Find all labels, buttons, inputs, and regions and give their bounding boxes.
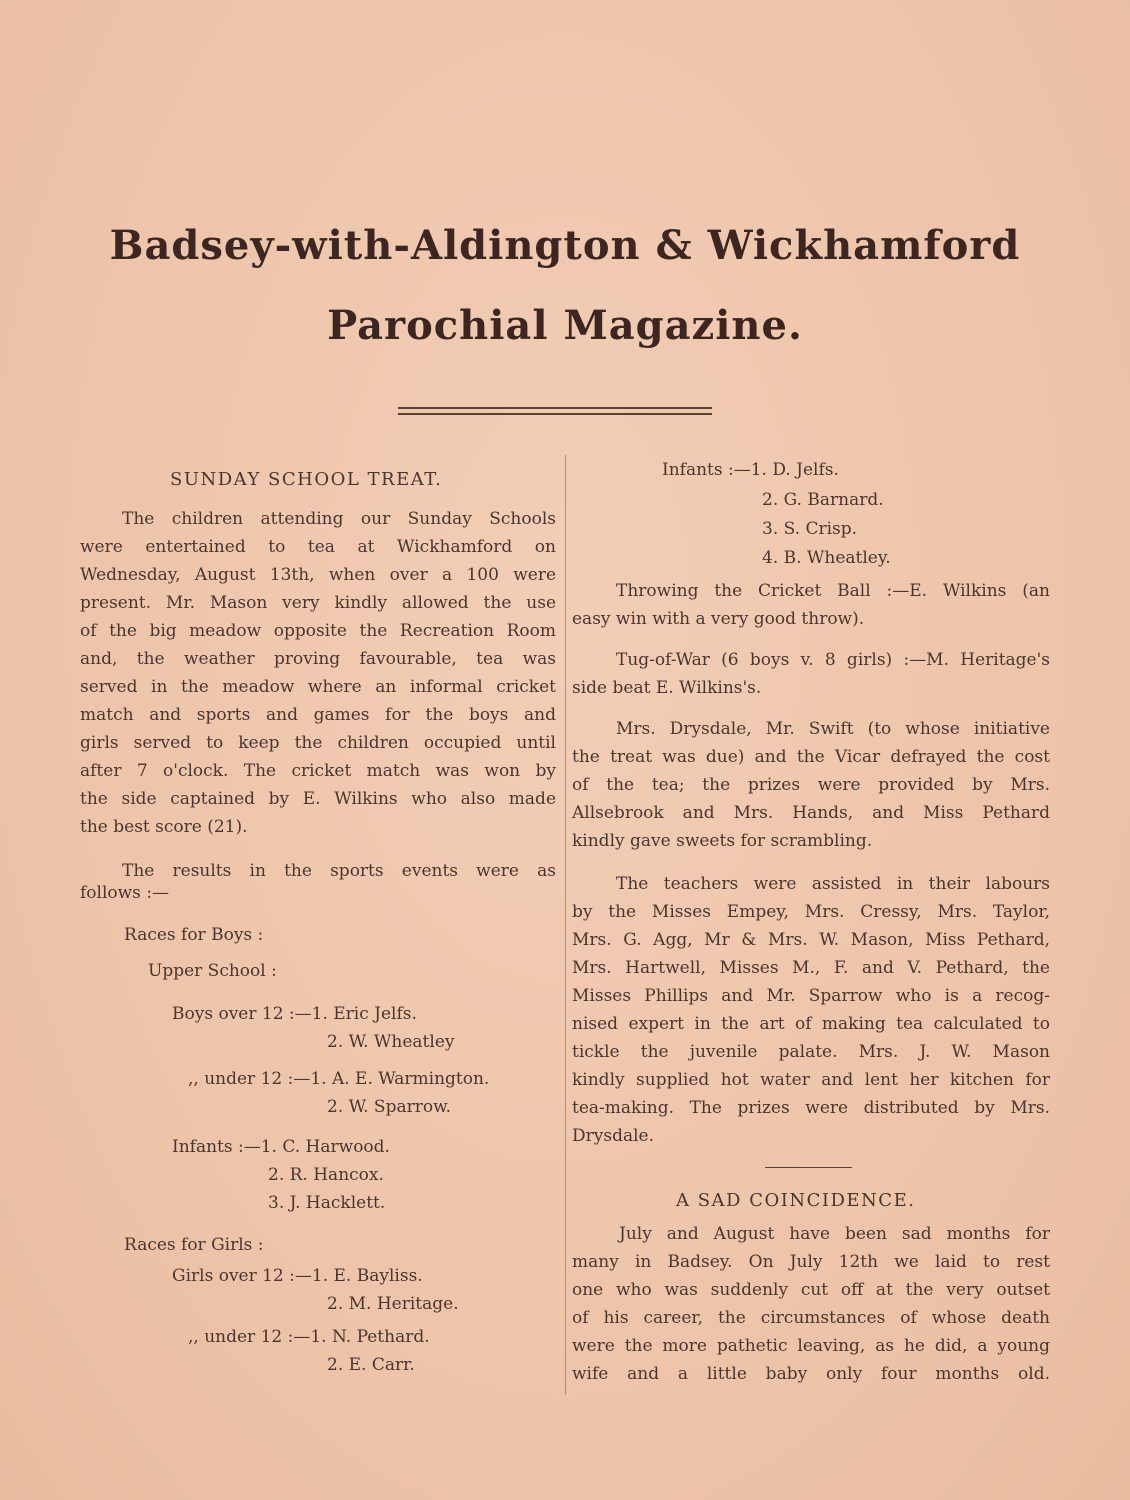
text-line: kindly gave sweets for scrambling. xyxy=(572,831,873,851)
text-line: tickle the juvenile palate. Mrs. J. W. Mason xyxy=(572,1042,1050,1062)
text-line: The results in the sports events were as xyxy=(122,861,556,881)
heading-sunday-school-treat: SUNDAY SCHOOL TREAT. xyxy=(170,469,443,490)
text-line: side beat E. Wilkins's. xyxy=(572,678,762,698)
result-girls-under-12-second: 2. E. Carr. xyxy=(327,1355,415,1375)
text-line: the treat was due) and the Vicar defrayed the cost xyxy=(572,747,1050,767)
result-boys-over-12-second: 2. W. Wheatley xyxy=(327,1032,455,1052)
text-line: Allsebrook and Mrs. Hands, and Miss Pethard xyxy=(572,803,1050,823)
text-line: The teachers were assisted in their labours xyxy=(616,874,1050,894)
result-infants-boys-first: Infants :—1. C. Harwood. xyxy=(172,1137,390,1157)
text-line: by the Misses Empey, Mrs. Cressy, Mrs. Taylor, xyxy=(572,902,1050,922)
result-infants-girls-second: 2. G. Barnard. xyxy=(762,490,884,510)
result-girls-over-12-second: 2. M. Heritage. xyxy=(327,1294,459,1314)
text-line: girls served to keep the children occupied until xyxy=(80,733,556,753)
text-line: nised expert in the art of making tea calculated to xyxy=(572,1014,1050,1034)
text-line: the side captained by E. Wilkins who also made xyxy=(80,789,556,809)
text-line: Drysdale. xyxy=(572,1126,655,1146)
text-line: one who was suddenly cut off at the very outset xyxy=(572,1280,1050,1300)
text-line: after 7 o'clock. The cricket match was won by xyxy=(80,761,556,781)
text-line: Mrs. Drysdale, Mr. Swift (to whose initiative xyxy=(616,719,1050,739)
label-upper-school: Upper School : xyxy=(148,961,277,981)
result-girls-under-12: ,, under 12 :—1. N. Pethard. xyxy=(188,1327,430,1347)
masthead-rule-bottom xyxy=(398,413,712,415)
result-boys-over-12: Boys over 12 :—1. Eric Jelfs. xyxy=(172,1004,417,1024)
text-line: the best score (21). xyxy=(80,817,248,837)
label-races-boys: Races for Boys : xyxy=(124,925,264,945)
heading-sad-coincidence: A SAD COINCIDENCE. xyxy=(676,1190,916,1211)
result-infants-boys-third: 3. J. Hacklett. xyxy=(268,1193,386,1213)
masthead-line-2: Parochial Magazine. xyxy=(327,302,803,349)
text-line: served in the meadow where an informal cricket xyxy=(80,677,556,697)
text-line: Mrs. G. Agg, Mr & Mrs. W. Mason, Miss Pethard, xyxy=(572,930,1050,950)
text-line: present. Mr. Mason very kindly allowed the use xyxy=(80,593,556,613)
text-line: Wednesday, August 13th, when over a 100 were xyxy=(80,565,556,585)
text-line: match and sports and games for the boys and xyxy=(80,705,556,725)
text-line: kindly supplied hot water and lent her kitchen for xyxy=(572,1070,1050,1090)
text-line: July and August have been sad months for xyxy=(619,1224,1050,1244)
text-line: Throwing the Cricket Ball :—E. Wilkins (an xyxy=(616,581,1050,601)
text-line: wife and a little baby only four months old. xyxy=(572,1364,1050,1384)
text-line: tea-making. The prizes were distributed by Mrs. xyxy=(572,1098,1050,1118)
text-line: Misses Phillips and Mr. Sparrow who is a recog- xyxy=(572,986,1050,1006)
text-line: were entertained to tea at Wickhamford on xyxy=(80,537,556,557)
masthead-line-1: Badsey-with-Aldington & Wickhamford xyxy=(109,222,1021,269)
result-infants-boys-second: 2. R. Hancox. xyxy=(268,1165,384,1185)
text-line: The children attending our Sunday Schools xyxy=(122,509,556,529)
text-line: of the big meadow opposite the Recreation Room xyxy=(80,621,556,641)
text-line: Tug-of-War (6 boys v. 8 girls) :—M. Heritage's xyxy=(616,650,1050,670)
text-line: follows :— xyxy=(80,883,170,903)
result-boys-under-12: ,, under 12 :—1. A. E. Warmington. xyxy=(188,1069,490,1089)
result-infants-girls-third: 3. S. Crisp. xyxy=(762,519,858,539)
result-infants-girls-fourth: 4. B. Wheatley. xyxy=(762,548,891,568)
text-line: were the more pathetic leaving, as he did, a young xyxy=(572,1336,1050,1356)
section-divider xyxy=(765,1167,852,1168)
text-line: Mrs. Hartwell, Misses M., F. and V. Pethard, the xyxy=(572,958,1050,978)
masthead-rule-top xyxy=(398,407,712,409)
result-infants-girls-first: Infants :—1. D. Jelfs. xyxy=(662,460,839,480)
text-line: of the tea; the prizes were provided by Mrs. xyxy=(572,775,1050,795)
result-girls-over-12: Girls over 12 :—1. E. Bayliss. xyxy=(172,1266,423,1286)
result-boys-under-12-second: 2. W. Sparrow. xyxy=(327,1097,452,1117)
column-divider xyxy=(565,455,566,1395)
text-line: many in Badsey. On July 12th we laid to rest xyxy=(572,1252,1050,1272)
text-line: easy win with a very good throw). xyxy=(572,609,865,629)
text-line: of his career, the circumstances of whose death xyxy=(572,1308,1050,1328)
label-races-girls: Races for Girls : xyxy=(124,1235,264,1255)
text-line: and, the weather proving favourable, tea was xyxy=(80,649,556,669)
